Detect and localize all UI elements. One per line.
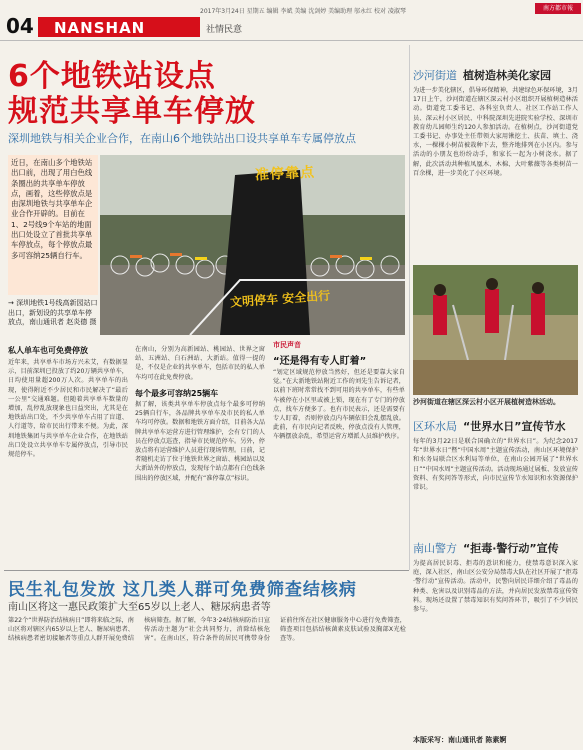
tree-photo-illustration [413, 265, 578, 395]
headline-line-2: 规范共享单车停放 [8, 94, 256, 129]
right-section1-title: 植树造林美化家园 [463, 69, 551, 82]
right-section1-tag: 沙河街道 [413, 69, 457, 82]
right-section3-byline: 本版采写：南山通讯者 陈素婀 [413, 736, 507, 744]
caption-text: 深圳地铁1号线高新园站口出口，新划设的共享单车停放点，南山通讯者 赵炎德 摄 [8, 299, 98, 326]
date-line: 2017年3月24日 星期五 编辑 李斌 美编 沈剑婷 美编助理 邬永红 校对 凌淑琴 [200, 8, 406, 15]
right-section3-text: 为提高居民识毒、拒毒的意识和能力，使禁毒意识深入家庭，深入社区，南山区公安分局禁毒大队在社区开展了“拒毒·警行动”宣传活动。活动中，民警向居民详细介绍了毒品的种类、危害以及识别毒品的方法，并向居民发放禁毒宣传资料。现场还设置了禁毒知识有奖问答环节，吸引了不少居民参与。 [413, 560, 578, 614]
bottom-headline: 民生礼包发放 这几类人群可免费筛查结核病 [8, 580, 357, 600]
section-name: NANSHAN [54, 19, 146, 37]
bottom-deck: 南山区将这一惠民政策扩大至65岁以上老人、糖尿病患者等 [8, 602, 271, 613]
section-subtitle: 社情民意 [206, 25, 243, 35]
story-deck: 深圳地铁与相关企业合作，在南山6个地铁站出口设共享单车专属停放点 [8, 132, 356, 145]
right-section2-tag: 区环水局 [413, 420, 457, 433]
col3-tag: 市民声音 [273, 341, 301, 349]
right-section1-text: 为进一步美化辖区，倡导环保精神，共建绿色环保环境，3月17日上午，沙河街道在辖区深云村小区组织开展植树造林活动。街道党工委书记、各科室负责人、社区工作站工作人员、深云村小区居民、中科院深圳先进院实验学校、深圳市教育幼儿园师生约120人参加活动。在植树点，沙河街道党工委书记、办事处主任带领大家用锹挖土、扶苗、填土、浇水，一棵棵小树苗被栽种下去，整齐地排列在小区内。参与活动的小朋友也纷纷动手，和家长一起为小树浇水。据了解，此次活动共种植凤凰木、木棉、大叶紫薇等各类树苗一百余棵，进一步美化了小区环境。 [413, 87, 578, 177]
col2-text-b: 据了解，该类共享单车停放点每个最多可停纳25辆自行车，各品牌共享单车及市民的私人单车均可停放。数据和地铁方面介绍，目前各大品牌共享单车运营方进行管理维护，会有专门的人员在停放点巡查，指导市民规范停车。另外，停放点将有运营维护人员进行现场管理。日前，记者随机走访了位于地铁世界之窗站、桃园站以及大新站外的停放点，发现每个站点都有白色线条围出的停放区域，并配有“准停靠点”标识。 [135, 401, 265, 482]
bike-parking-photo [100, 155, 405, 335]
right-section1-head [413, 67, 578, 83]
col1-text: 近年来，共享单车市场方兴未艾，有数据显示，目前深圳已投放了约20万辆共享单车，日均使用量超200万人次。共享单车的出现，使得附近不少居民和市民解决了“最后一公里”交通难题。但随着共享单车数量的增加，乱停乱放现象也日益突出，尤其是在地铁站出口处，不少共享单车占用了盲道、人行道等，给市民出行带来不便。为此，深圳地铁集团与共享单车企业合作，在地铁站出口处设立共享单车专属停放点，引导市民规范停车。 [8, 359, 128, 459]
col3-subhead: “还是得有专人盯着” [273, 356, 367, 367]
photo-sign-top: 准停靠点 [254, 164, 316, 184]
photo-caption [8, 299, 98, 339]
col2-subhead: 每个最多可容纳25辆车 [135, 389, 219, 398]
tree-photo-caption: 沙河街道在辖区深云村小区开展植树造林活动。 [413, 398, 560, 406]
caption-arrow-icon: → [8, 299, 17, 307]
right-section3-title: “拒毒·警行动”宣传 [463, 542, 559, 555]
column-divider [409, 45, 410, 570]
tree-planting-photo [413, 265, 578, 395]
page-number: 04 [6, 14, 34, 38]
bottom-text: 第22个“世界防治结核病日”即将来临之际，南山区将对辖区内65岁以上老人、糖尿病患者、结核病患者密切接触者等重点人群开展免费结核病筛查。据了解，今年3·24结核病防治日宣传活动主题为“社会共同努力，消除结核危害”。在南山区，符合条件的居民可携带身份证前往所在社区健康服务中心进行免费筛查，筛查项目包括结核菌素皮肤试验及胸部X光检查等。 [8, 617, 406, 643]
col2-text: 在南山，分别为高新园站、桃园站、世界之窗站、五洲站、白石洲站、大新站。值得一提的是，不仅是企业的共享单车，包括市民的私人单车均可在此免费停放。 [135, 346, 265, 381]
newspaper-brand: 南方都市報 [535, 3, 581, 14]
right-section2-title: “世界水日”宣传节水 [463, 420, 566, 433]
right-section2-head [413, 418, 578, 434]
story-summary: 近日，在南山多个地铁站出口前，出现了用白色线条圈出的共享单车停放点，画着，这些停放点是由深圳地铁与共享单车企业合作开辟的。目前在1、2号线9个车站的地面出口处设立了首批共享单车停放点，每个停放点最多可容纳25辆自行车。 [8, 155, 98, 295]
photo-sign-bottom: 文明停车 安全出行 [229, 288, 331, 310]
headline-line-1: 6个地铁站设点 [8, 59, 216, 94]
right-section2-text: 每年的3月22日是联合国确立的“世界水日”。为纪念2017年“世界水日”暨“中国水周”主题宣传活动，南山区环境保护和水务局联合区水利局等单位，在南山公园开展了“世界水日”“中国水周”主题宣传活动。活动现场通过展板、发放宣传资料、有奖问答等形式，向市民宣传节水知识和水资源保护常识。 [413, 438, 578, 492]
col3-text: “划定区域规范停放当然好，但还是要靠大家自觉。”在大新地铁站附近工作的刘先生告诉记者，以前下班时常常找不到可用的共享单车，有些单车被停在小区里或被上锁，现在有了专门的停放点，找车方便多了。也有市民表示，还是需要有专人盯着，否则停放点内车辆依旧会乱摆乱放。此前，有市民向记者反映，停放点没有人管理，车辆摆放杂乱，希望运营方增派人员维护秩序。 [273, 369, 405, 441]
col1-subhead: 私人单车也可免费停放 [8, 346, 88, 355]
masthead-divider [0, 40, 583, 41]
right-section3-head [413, 540, 578, 556]
right-section3-tag: 南山警方 [413, 542, 457, 555]
bottom-divider [4, 570, 409, 571]
